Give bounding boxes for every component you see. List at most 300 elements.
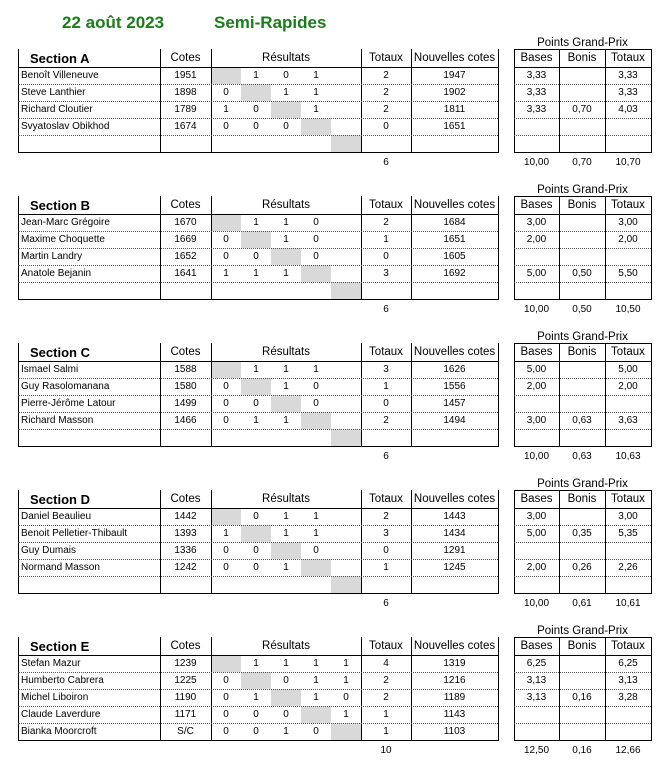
gp-bonus (559, 655, 605, 672)
result-cell: 1 (283, 511, 289, 522)
table-border (18, 740, 498, 741)
player-cote (160, 429, 211, 446)
bonis-header: Bonis (567, 199, 597, 211)
gp-sum-bonis: 0,16 (572, 745, 592, 756)
gp-border (514, 343, 651, 344)
new-cote: 1684 (443, 217, 466, 228)
player-total: 4 (383, 658, 389, 669)
result-cell (331, 361, 361, 378)
table-border (18, 152, 498, 153)
result-cell (211, 655, 241, 672)
gp-border (514, 446, 651, 447)
player-cote: 1580 (174, 381, 197, 392)
result-cell: 1 (283, 528, 289, 539)
bonis-header: Bonis (567, 640, 597, 652)
player-total: 0 (383, 121, 389, 132)
gp-border (514, 196, 651, 197)
result-cell: 0 (223, 692, 229, 703)
result-cell (211, 214, 241, 231)
player-total (361, 135, 411, 152)
gp-bonus (559, 378, 605, 395)
player-total: 1 (383, 726, 389, 737)
player-name: Pierre-Jérôme Latour (21, 398, 116, 409)
new-cote: 1443 (443, 511, 466, 522)
result-cell (331, 412, 361, 429)
result-cell: 1 (253, 658, 259, 669)
player-name: Stefan Mazur (21, 658, 81, 669)
gp-total: 4,03 (618, 104, 638, 115)
player-total: 1 (383, 709, 389, 720)
gp-bonus (559, 361, 605, 378)
gp-base: 3,00 (526, 217, 547, 228)
gp-border (514, 49, 651, 50)
gp-column-border (651, 637, 652, 741)
player-total: 0 (383, 398, 389, 409)
bonis-header: Bonis (567, 346, 597, 358)
gp-bonus (559, 214, 605, 231)
player-cote: 1670 (174, 217, 197, 228)
bonis-header: Bonis (567, 493, 597, 505)
gp-total: 3,33 (618, 70, 638, 81)
totaux-header: Totaux (369, 199, 403, 211)
gp-bonus: 0,63 (572, 415, 592, 426)
result-cell (301, 265, 331, 282)
gp-base: 3,00 (526, 511, 547, 522)
result-cell (331, 525, 361, 542)
bases-header: Bases (520, 52, 553, 64)
gp-header: Points Grand-Prix (537, 37, 628, 49)
result-cell: 1 (283, 726, 289, 737)
totaux-header: Totaux (369, 640, 403, 652)
section-sum-total: 6 (383, 157, 389, 168)
gp-total: 3,00 (618, 511, 638, 522)
section-title: Section C (30, 345, 90, 360)
gp-base: 2,00 (526, 562, 547, 573)
gp-total (605, 135, 651, 152)
player-name: Daniel Beaulieu (21, 511, 92, 522)
new-cote: 1103 (443, 726, 466, 737)
result-cell: 1 (283, 415, 289, 426)
result-cell: 0 (223, 121, 229, 132)
new-cote: 1245 (443, 562, 466, 573)
player-name: Guy Rasolomanana (21, 381, 110, 392)
result-cell (331, 248, 361, 265)
new-cote: 1902 (443, 87, 466, 98)
result-cell: 0 (223, 545, 229, 556)
gp-base (514, 395, 559, 412)
result-cell: 0 (283, 121, 289, 132)
result-cell (331, 559, 361, 576)
bases-header: Bases (520, 493, 553, 505)
gp-column-border (651, 49, 652, 153)
player-name: Benoit Pelletier-Thibault (21, 528, 128, 539)
column-border (498, 637, 499, 741)
result-cell: 1 (313, 658, 319, 669)
bases-header: Bases (520, 346, 553, 358)
player-total: 1 (383, 562, 389, 573)
gp-bonus: 0,35 (572, 528, 592, 539)
section-sum-total: 6 (383, 598, 389, 609)
result-cell (211, 508, 241, 525)
result-cell: 1 (343, 709, 349, 720)
gp-total (605, 576, 651, 593)
player-total: 2 (383, 217, 389, 228)
result-cell: 1 (283, 234, 289, 245)
totaux-header: Totaux (369, 52, 403, 64)
result-cell (211, 361, 241, 378)
player-cote: 1466 (174, 415, 197, 426)
player-total: 2 (383, 415, 389, 426)
result-cell: 0 (313, 234, 319, 245)
gp-border (514, 637, 651, 638)
player-total (361, 576, 411, 593)
new-cote (411, 282, 498, 299)
result-cell: 0 (343, 692, 349, 703)
gp-header: Points Grand-Prix (537, 478, 628, 490)
player-cote: 1588 (174, 364, 197, 375)
result-cell: 0 (223, 87, 229, 98)
result-cell (301, 429, 331, 446)
event-title: Semi-Rapides (214, 13, 327, 32)
column-border (18, 343, 19, 361)
result-cell (271, 248, 301, 265)
result-cell (301, 118, 331, 135)
column-border (18, 196, 19, 214)
gp-totaux-header: Totaux (611, 493, 645, 505)
resultats-header: Résultats (262, 52, 310, 64)
cotes-header: Cotes (170, 199, 201, 211)
gp-sum-bases: 10,00 (523, 157, 550, 168)
player-name (18, 576, 160, 593)
player-name: Jean-Marc Grégoire (21, 217, 110, 228)
player-cote: 1674 (174, 121, 197, 132)
column-border (498, 196, 499, 300)
player-total: 1 (383, 234, 389, 245)
player-total: 2 (383, 692, 389, 703)
gp-total: 5,50 (618, 268, 638, 279)
result-cell (211, 67, 241, 84)
result-cell: 1 (283, 217, 289, 228)
player-cote (160, 576, 211, 593)
gp-bonus (559, 248, 605, 265)
section-sum-total: 6 (383, 304, 389, 315)
result-cell: 0 (313, 545, 319, 556)
result-cell: 1 (313, 511, 319, 522)
result-cell: 1 (313, 675, 319, 686)
result-cell: 1 (253, 70, 259, 81)
result-cell (301, 576, 331, 593)
result-cell: 1 (253, 364, 259, 375)
result-cell (241, 282, 271, 299)
player-cote: 1242 (174, 562, 197, 573)
player-cote: 1225 (174, 675, 197, 686)
new-cote: 1556 (443, 381, 466, 392)
result-cell: 1 (343, 675, 349, 686)
player-total: 0 (383, 545, 389, 556)
result-cell (271, 542, 301, 559)
nouvelles-cotes-header: Nouvelles cotes (413, 199, 496, 211)
player-total: 3 (383, 268, 389, 279)
bases-header: Bases (520, 199, 553, 211)
gp-border (514, 152, 651, 153)
result-cell: 0 (223, 562, 229, 573)
result-cell (211, 576, 241, 593)
new-cote: 1651 (443, 234, 466, 245)
event-date: 22 août 2023 (62, 13, 165, 32)
player-name: Svyatoslav Obikhod (21, 121, 110, 132)
gp-sum-bonis: 0,63 (572, 451, 592, 462)
gp-total: 5,35 (618, 528, 638, 539)
gp-totaux-header: Totaux (611, 199, 645, 211)
gp-base: 5,00 (526, 364, 547, 375)
player-name (18, 429, 160, 446)
gp-header: Points Grand-Prix (537, 625, 628, 637)
player-total: 2 (383, 70, 389, 81)
gp-border (514, 740, 651, 741)
result-cell (271, 282, 301, 299)
result-cell (331, 395, 361, 412)
totaux-header: Totaux (369, 493, 403, 505)
player-name: Steve Lanthier (21, 87, 86, 98)
section-title: Section E (30, 639, 90, 654)
gp-total (605, 723, 651, 740)
result-cell (331, 101, 361, 118)
gp-bonus (559, 67, 605, 84)
result-cell (331, 378, 361, 395)
gp-bonus (559, 542, 605, 559)
gp-sum-totaux: 10,61 (615, 598, 641, 609)
result-cell: 1 (313, 70, 319, 81)
player-name: Martin Landry (21, 251, 83, 262)
result-cell (211, 282, 241, 299)
result-cell (301, 282, 331, 299)
gp-base: 3,33 (526, 87, 547, 98)
new-cote: 1216 (443, 675, 466, 686)
gp-base: 6,25 (526, 658, 547, 669)
column-border (18, 490, 19, 508)
result-cell: 1 (283, 562, 289, 573)
gp-base: 5,00 (526, 268, 547, 279)
result-cell: 1 (283, 87, 289, 98)
result-cell: 1 (313, 528, 319, 539)
gp-bonus: 0,26 (572, 562, 592, 573)
result-cell: 0 (223, 675, 229, 686)
player-cote: 1442 (174, 511, 197, 522)
gp-bonus (559, 672, 605, 689)
player-cote (160, 282, 211, 299)
player-name: Michel Liboiron (21, 692, 89, 703)
gp-total (605, 248, 651, 265)
result-cell: 1 (283, 268, 289, 279)
table-border (18, 299, 498, 300)
player-name: Bianka Moorcroft (21, 726, 97, 737)
gp-sum-totaux: 10,70 (615, 157, 641, 168)
player-total: 3 (383, 528, 389, 539)
result-cell (211, 135, 241, 152)
result-cell: 0 (253, 545, 259, 556)
section-title: Section B (30, 198, 90, 213)
result-cell: 0 (313, 217, 319, 228)
gp-total (605, 118, 651, 135)
gp-base (514, 118, 559, 135)
result-cell: 1 (343, 658, 349, 669)
gp-base (514, 282, 559, 299)
result-cell (271, 135, 301, 152)
result-cell: 1 (283, 381, 289, 392)
result-cell: 1 (253, 217, 259, 228)
gp-total (605, 395, 651, 412)
result-cell (241, 84, 271, 101)
new-cote: 1605 (443, 251, 466, 262)
result-cell: 1 (223, 268, 229, 279)
gp-base: 5,00 (526, 528, 547, 539)
gp-total (605, 706, 651, 723)
result-cell (241, 429, 271, 446)
gp-total: 2,00 (618, 234, 638, 245)
gp-sum-bases: 10,00 (523, 451, 550, 462)
column-border (498, 49, 499, 153)
result-cell: 1 (313, 364, 319, 375)
result-cell (331, 429, 361, 446)
gp-border (514, 299, 651, 300)
player-total: 2 (383, 675, 389, 686)
nouvelles-cotes-header: Nouvelles cotes (413, 52, 496, 64)
resultats-header: Résultats (262, 640, 310, 652)
new-cote (411, 429, 498, 446)
result-cell: 0 (223, 415, 229, 426)
totaux-header: Totaux (369, 346, 403, 358)
player-name (18, 282, 160, 299)
player-cote: 1789 (174, 104, 197, 115)
result-cell: 0 (313, 381, 319, 392)
new-cote: 1626 (443, 364, 466, 375)
gp-total: 5,00 (618, 364, 638, 375)
result-cell: 0 (253, 121, 259, 132)
gp-sum-bases: 10,00 (523, 598, 550, 609)
result-cell (211, 429, 241, 446)
gp-total: 3,28 (618, 692, 638, 703)
result-cell (241, 135, 271, 152)
gp-base (514, 542, 559, 559)
result-cell: 1 (313, 692, 319, 703)
result-cell: 1 (283, 364, 289, 375)
gp-bonus: 0,50 (572, 268, 592, 279)
result-cell (331, 542, 361, 559)
result-cell: 0 (283, 70, 289, 81)
player-cote: 1499 (174, 398, 197, 409)
player-name: Richard Cloutier (21, 104, 93, 115)
gp-header: Points Grand-Prix (537, 331, 628, 343)
result-cell: 0 (223, 381, 229, 392)
result-cell (331, 67, 361, 84)
column-border (498, 490, 499, 594)
result-cell (331, 265, 361, 282)
result-cell (331, 723, 361, 740)
result-cell: 1 (223, 528, 229, 539)
result-cell: 0 (223, 709, 229, 720)
resultats-header: Résultats (262, 346, 310, 358)
cotes-header: Cotes (170, 640, 201, 652)
player-name: Claude Laverdure (21, 709, 101, 720)
gp-base: 2,00 (526, 234, 547, 245)
player-total: 2 (383, 511, 389, 522)
column-border (498, 343, 499, 447)
cotes-header: Cotes (170, 493, 201, 505)
result-cell (301, 135, 331, 152)
new-cote: 1692 (443, 268, 466, 279)
player-cote: 1652 (174, 251, 197, 262)
player-name: Benoît Villeneuve (21, 70, 99, 81)
table-border (18, 593, 498, 594)
gp-sum-totaux: 10,63 (615, 451, 641, 462)
player-name: Normand Masson (21, 562, 100, 573)
result-cell (271, 395, 301, 412)
result-cell (331, 84, 361, 101)
gp-base: 3,33 (526, 104, 547, 115)
gp-bonus (559, 429, 605, 446)
gp-bonus (559, 395, 605, 412)
player-cote: 1239 (174, 658, 197, 669)
new-cote: 1434 (443, 528, 466, 539)
gp-header: Points Grand-Prix (537, 184, 628, 196)
gp-bonus (559, 84, 605, 101)
result-cell: 0 (283, 675, 289, 686)
gp-bonus (559, 576, 605, 593)
result-cell: 0 (313, 251, 319, 262)
result-cell: 0 (253, 709, 259, 720)
result-cell (241, 672, 271, 689)
result-cell (241, 525, 271, 542)
result-cell: 1 (283, 658, 289, 669)
result-cell (331, 135, 361, 152)
gp-total (605, 542, 651, 559)
result-cell (271, 576, 301, 593)
result-cell: 0 (223, 398, 229, 409)
result-cell (241, 576, 271, 593)
gp-totaux-header: Totaux (611, 640, 645, 652)
result-cell: 0 (253, 562, 259, 573)
player-total: 2 (383, 87, 389, 98)
gp-bonus: 0,70 (572, 104, 592, 115)
gp-sum-bonis: 0,50 (572, 304, 592, 315)
result-cell (301, 559, 331, 576)
gp-total: 3,00 (618, 217, 638, 228)
new-cote: 1947 (443, 70, 466, 81)
player-total: 2 (383, 104, 389, 115)
player-name: Guy Dumais (21, 545, 77, 556)
gp-base (514, 135, 559, 152)
gp-border (514, 593, 651, 594)
gp-base (514, 576, 559, 593)
section-sum-total: 6 (383, 451, 389, 462)
result-cell: 1 (253, 268, 259, 279)
player-cote: 1641 (174, 268, 197, 279)
player-name: Humberto Cabrera (21, 675, 104, 686)
new-cote: 1494 (443, 415, 466, 426)
gp-total: 2,00 (618, 381, 638, 392)
result-cell (241, 378, 271, 395)
result-cell: 0 (253, 511, 259, 522)
gp-total: 6,25 (618, 658, 638, 669)
new-cote: 1457 (443, 398, 466, 409)
new-cote: 1291 (443, 545, 466, 556)
result-cell (331, 231, 361, 248)
player-name: Richard Masson (21, 415, 94, 426)
result-cell: 0 (223, 234, 229, 245)
new-cote (411, 576, 498, 593)
gp-sum-totaux: 10,50 (615, 304, 641, 315)
gp-total: 3,13 (618, 675, 638, 686)
